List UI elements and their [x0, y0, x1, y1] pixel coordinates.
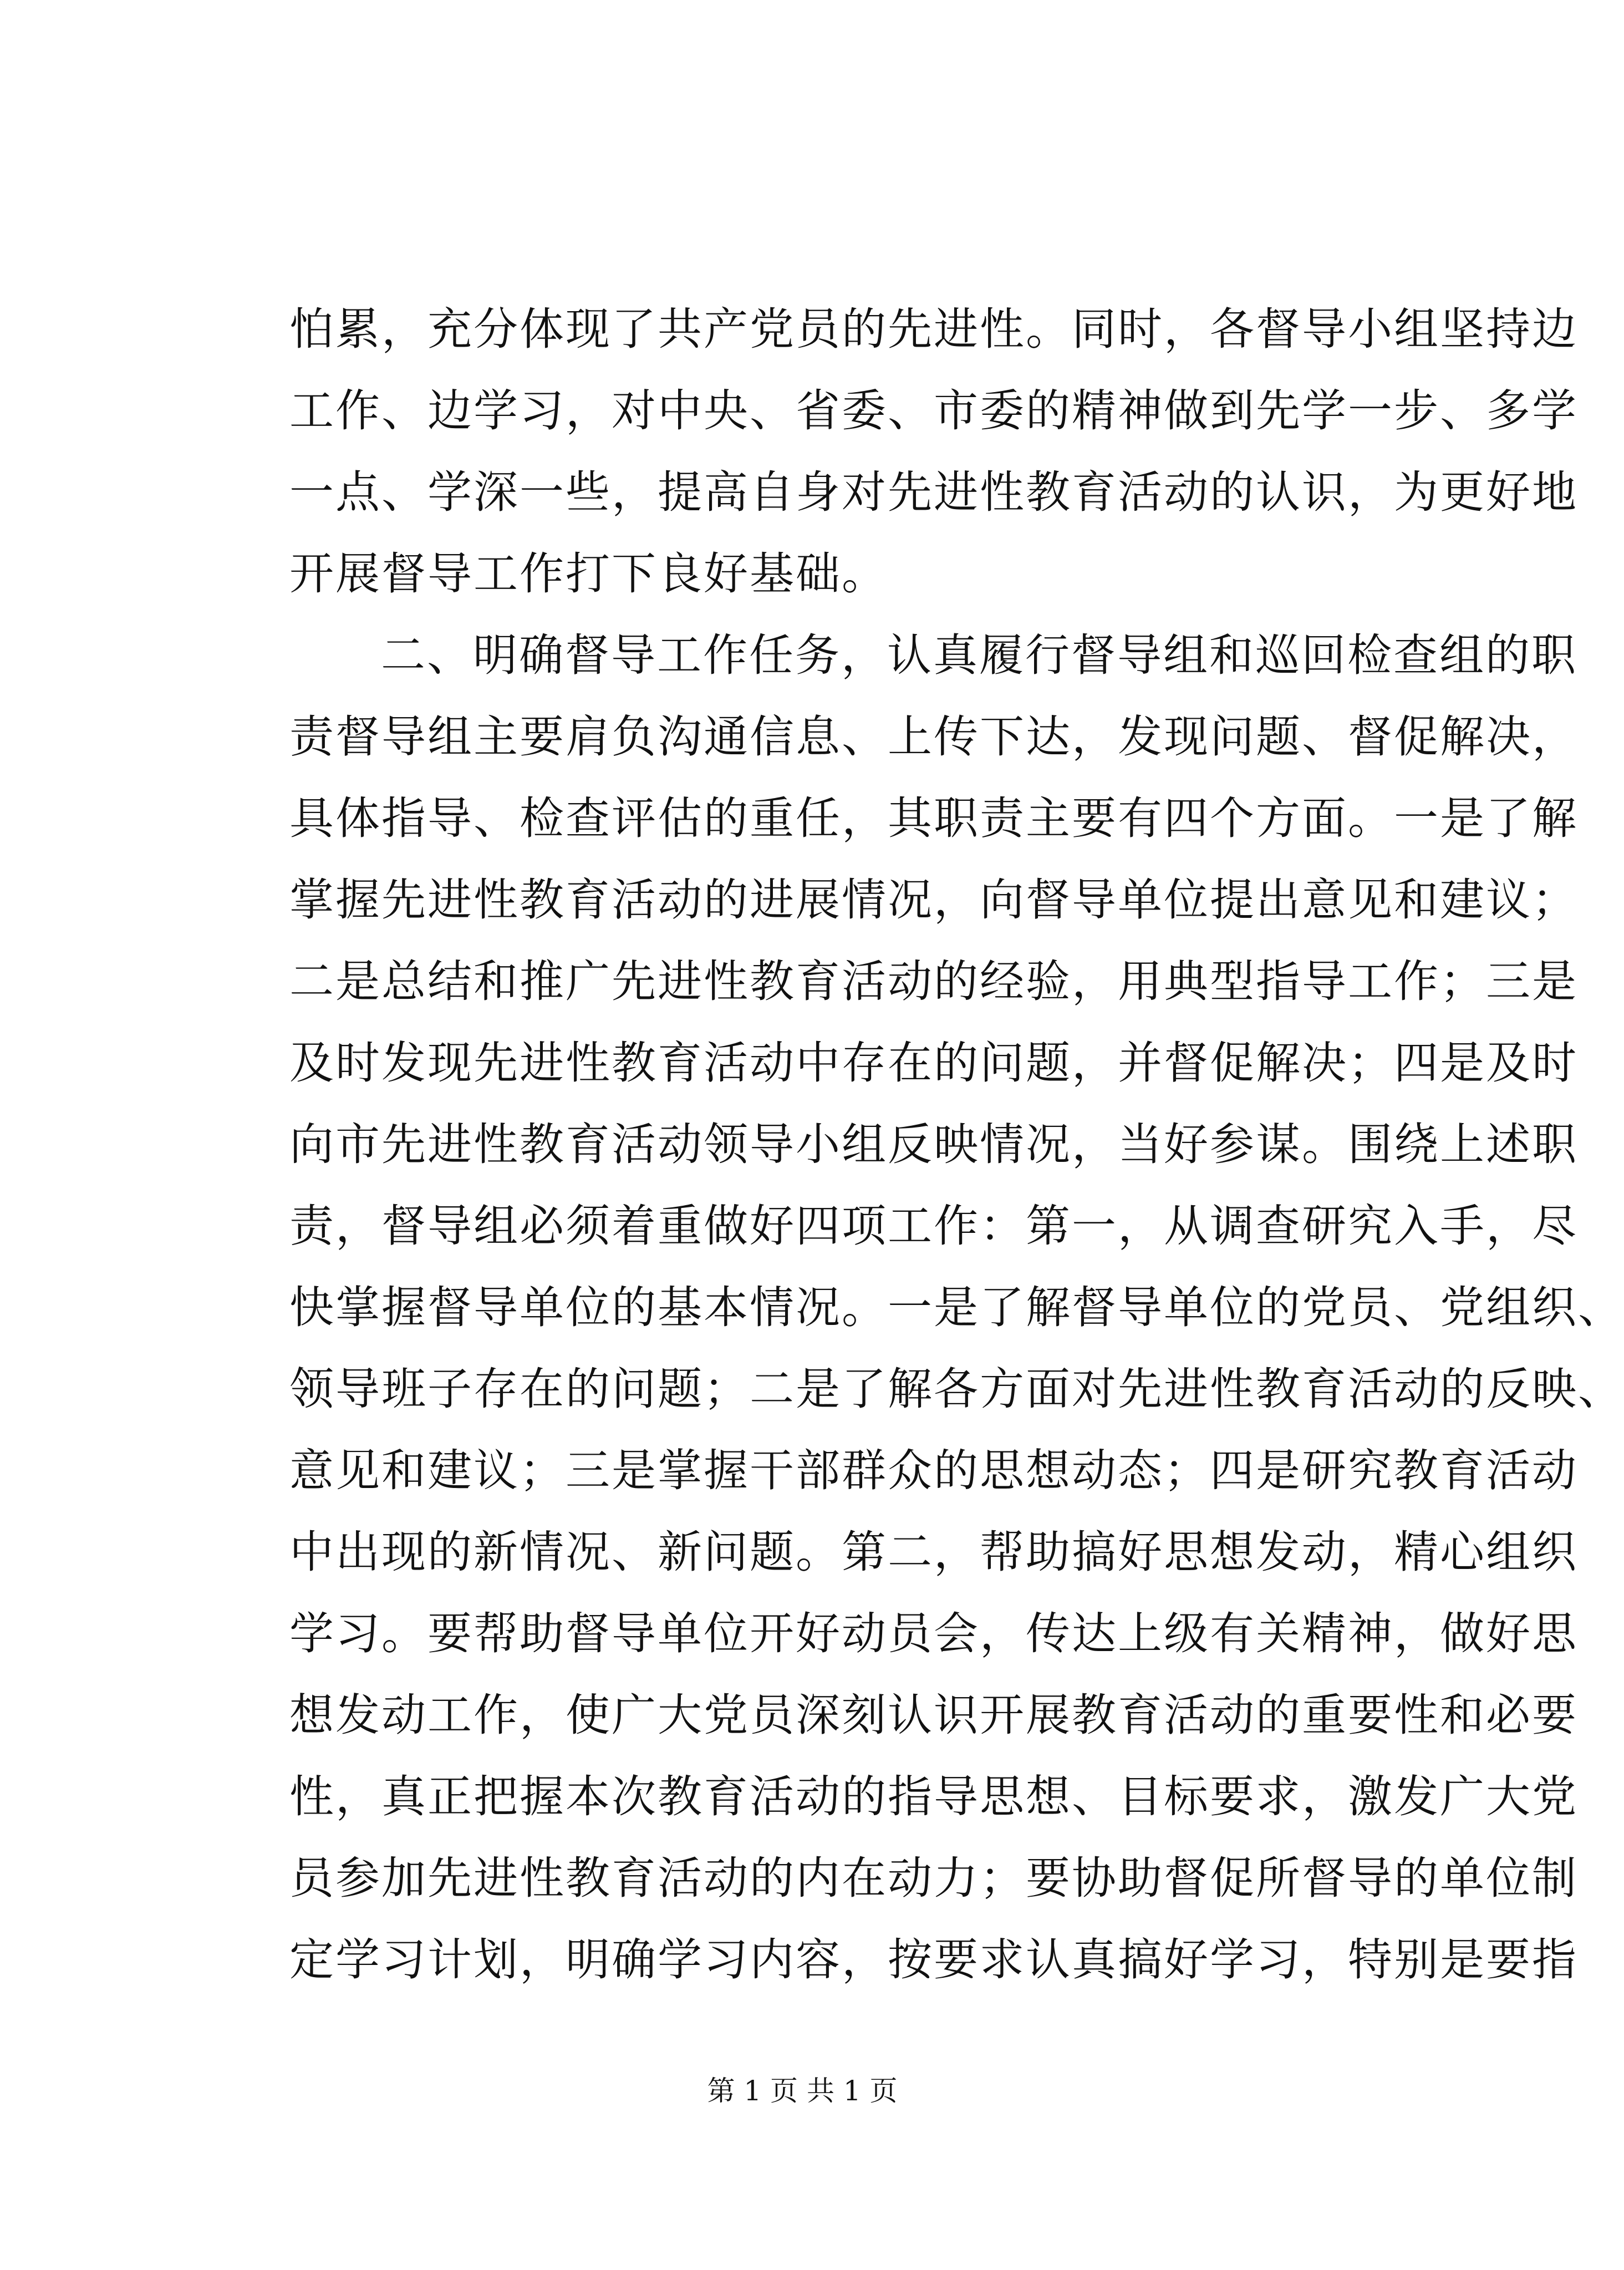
text-line: 工作、边学习，对中央、省委、市委的精神做到先学一步、多学 — [289, 385, 1578, 436]
text-line: 责督导组主要肩负沟通信息、上传下达，发现问题、督促解决， — [289, 711, 1578, 763]
text-line: 意见和建议；三是掌握干部群众的思想动态；四是研究教育活动 — [289, 1445, 1578, 1496]
text-line: 向市先进性教育活动领导小组反映情况，当好参谋。围绕上述职 — [289, 1119, 1578, 1170]
text-line: 员参加先进性教育活动的内在动力；要协助督促所督导的单位制 — [289, 1852, 1578, 1904]
paragraph-first-line: 二、明确督导工作任务，认真履行督导组和巡回检查组的职 — [381, 629, 1577, 681]
text-line: 及时发现先进性教育活动中存在的问题，并督促解决；四是及时 — [289, 1037, 1578, 1089]
text-line: 一点、学深一些，提高自身对先进性教育活动的认识，为更好地 — [289, 466, 1578, 518]
text-line: 具体指导、检查评估的重任，其职责主要有四个方面。一是了解 — [289, 793, 1578, 844]
text-line: 掌握先进性教育活动的进展情况，向督导单位提出意见和建议； — [289, 874, 1578, 926]
text-line: 领导班子存在的问题；二是了解各方面对先进性教育活动的反映、 — [289, 1363, 1624, 1415]
text-line: 学习。要帮助督导单位开好动员会，传达上级有关精神，做好思 — [289, 1608, 1578, 1659]
text-line: 责，督导组必须着重做好四项工作：第一，从调查研究入手，尽 — [289, 1200, 1578, 1252]
text-line: 性，真正把握本次教育活动的指导思想、目标要求，激发广大党 — [289, 1771, 1578, 1822]
page-footer: 第 1 页 共 1 页 — [707, 2075, 898, 2107]
document-body — [289, 288, 1624, 2000]
text-line: 怕累，充分体现了共产党员的先进性。同时，各督导小组坚持边 — [289, 303, 1578, 355]
text-line: 想发动工作，使广大党员深刻认识开展教育活动的重要性和必要 — [289, 1689, 1578, 1741]
text-line: 中出现的新情况、新问题。第二，帮助搞好思想发动，精心组织 — [289, 1526, 1578, 1578]
text-line: 二是总结和推广先进性教育活动的经验，用典型指导工作；三是 — [289, 956, 1578, 1007]
text-line: 快掌握督导单位的基本情况。一是了解督导单位的党员、党组织、 — [289, 1282, 1624, 1333]
text-line: 定学习计划，明确学习内容，按要求认真搞好学习，特别是要指 — [289, 1934, 1578, 1985]
text-line: 开展督导工作打下良好基础。 — [289, 548, 888, 600]
